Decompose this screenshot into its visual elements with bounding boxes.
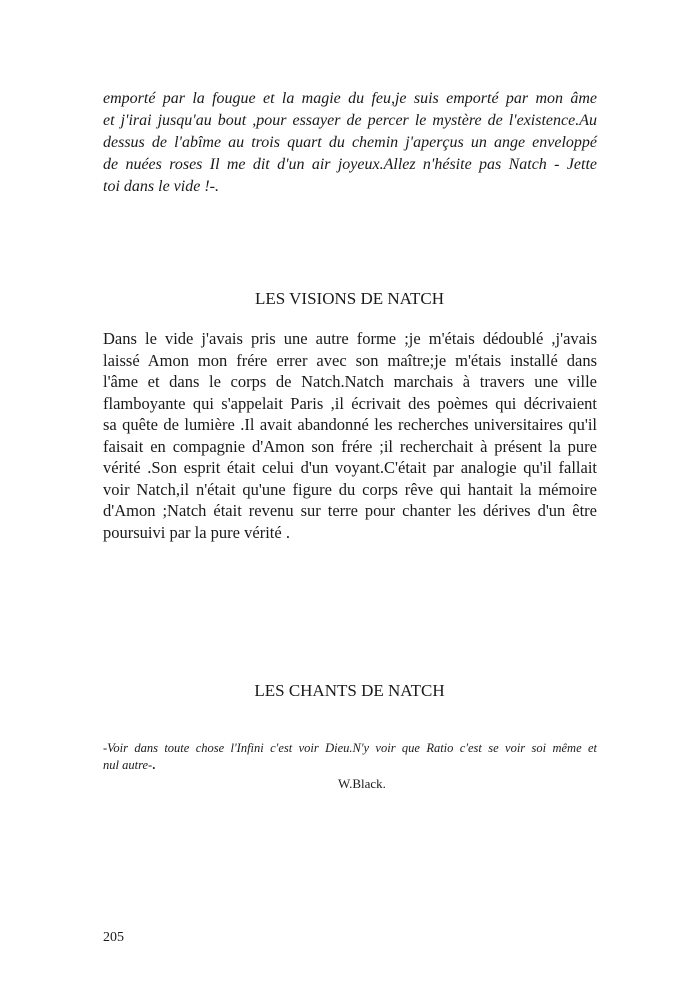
intro-paragraph xyxy=(103,88,597,198)
visions-line: flamboyante qui s'appelait Paris ,il écrivait des poèmes qui décrivaient xyxy=(103,393,597,413)
quote-line: -Voir dans toute chose l'Infini c'est voir Dieu.N'y voir que Ratio c'est se voir soi même et xyxy=(103,741,597,755)
visions-line: Dans le vide j'avais pris une autre forme ;je m'étais dédoublé ,j'avais xyxy=(103,329,597,348)
intro-line: de nuées roses Il me dit d'un air joyeux.Allez n'hésite pas Natch - Jette xyxy=(103,156,597,173)
page-number: 205 xyxy=(103,930,124,945)
quote-author: W.Black. xyxy=(338,776,386,791)
quote-end-mark: . xyxy=(152,758,156,772)
visions-line: poursuivi par la pure vérité . xyxy=(103,522,290,542)
visions-line: vérité .Son esprit était celui d'un voyant.C'était par analogie qu'il fallait xyxy=(103,458,597,477)
epigraph-quote xyxy=(103,740,597,774)
intro-line: toi dans le vide !-. xyxy=(103,178,219,195)
section-title-visions: LES VISIONS DE NATCH xyxy=(254,289,445,308)
quote-line-text: nul autre- xyxy=(103,758,153,772)
visions-line: d'Amon ;Natch était revenu sur terre pour chanter les dérives d'un être xyxy=(103,501,597,520)
intro-line: dessus de l'abîme au trois quart du chemin j'aperçus un ange enveloppé xyxy=(103,134,597,151)
intro-line: emporté par la fougue et la magie du feu,je suis emporté par mon âme xyxy=(103,90,597,107)
intro-line: et j'irai jusqu'au bout ,pour essayer de percer le mystère de l'existence.Au xyxy=(103,112,597,129)
visions-line: faisait en compagnie d'Amon son frére ;il recherchait à présent la pure xyxy=(103,436,597,456)
section-title-chants: LES CHANTS DE NATCH xyxy=(254,681,445,700)
visions-line: voir Natch,il n'était qu'une figure du corps rêve qui hantait la mémoire xyxy=(103,479,597,499)
visions-line: l'âme et dans le corps de Natch.Natch marchais à travers une ville xyxy=(103,372,597,391)
visions-paragraph xyxy=(103,328,597,543)
quote-line-last xyxy=(103,757,597,774)
visions-line: sa quête de lumière .Il avait abandonné les recherches universitaires qu'il xyxy=(103,415,597,434)
visions-line: laissé Amon mon frére errer avec son maître;je m'étais installé dans xyxy=(103,350,597,370)
